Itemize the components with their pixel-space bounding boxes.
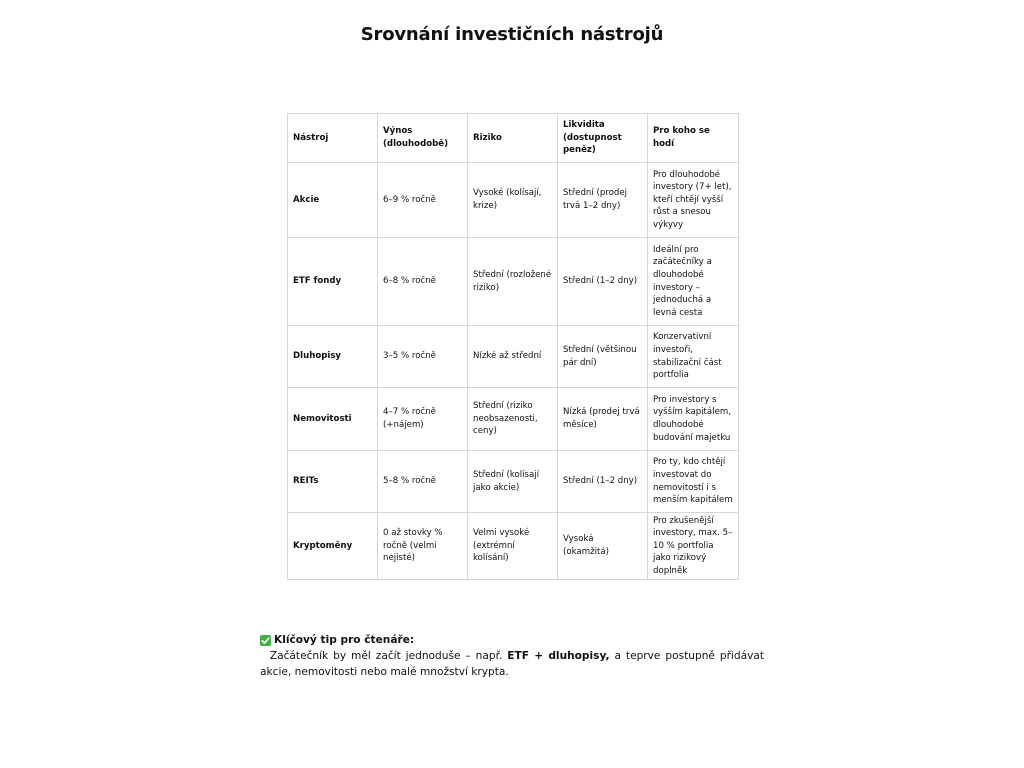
cell-return: 6–9 % ročně: [378, 163, 468, 238]
cell-liquidity: Střední (prodej trvá 1–2 dny): [558, 163, 648, 238]
cell-suitable-for: Pro investory s vyšším kapitálem, dlouhodobé budování majetku: [648, 388, 739, 451]
tip-heading: Klíčový tip pro čtenáře:: [274, 634, 415, 646]
cell-risk: Střední (kolísají jako akcie): [468, 451, 558, 513]
table-row: [288, 388, 739, 451]
column-header-risk: Riziko: [468, 114, 558, 163]
tip-text-start: Začátečník by měl začít jednoduše – např.: [269, 650, 503, 662]
reader-tip: [260, 632, 764, 680]
tip-text-end: a teprve postupně přidávat akcie, nemovitosti nebo malé množství krypta.: [260, 650, 765, 678]
cell-liquidity: Vysoká (okamžitá): [558, 513, 648, 580]
cell-risk: Velmi vysoké (extrémní kolísání): [468, 513, 558, 580]
column-header-return: Výnos (dlouhodobě): [378, 114, 468, 163]
cell-risk: Střední (riziko neobsazenosti, ceny): [468, 388, 558, 451]
cell-instrument: Akcie: [288, 163, 378, 238]
cell-instrument: Dluhopisy: [288, 326, 378, 388]
column-header-liquidity: Likvidita (dostupnost peněz): [558, 114, 648, 163]
table-row: [288, 451, 739, 513]
cell-suitable-for: Ideální pro začátečníky a dlouhodobé investory – jednoduchá a levná cesta: [648, 238, 739, 326]
cell-instrument: Kryptoměny: [288, 513, 378, 580]
cell-return: 4–7 % ročně (+nájem): [378, 388, 468, 451]
column-header-suitable-for: Pro koho se hodí: [648, 114, 739, 163]
check-icon: [260, 635, 271, 646]
tip-text-highlight: ETF + dluhopisy,: [507, 650, 610, 662]
cell-liquidity: Střední (1–2 dny): [558, 451, 648, 513]
cell-return: 0 až stovky % ročně (velmi nejisté): [378, 513, 468, 580]
cell-suitable-for: Pro zkušenější investory, max. 5–10 % portfolia jako rizikový doplněk: [648, 513, 739, 580]
table-row: [288, 513, 739, 580]
cell-liquidity: Střední (1–2 dny): [558, 238, 648, 326]
cell-return: 3–5 % ročně: [378, 326, 468, 388]
cell-return: 5–8 % ročně: [378, 451, 468, 513]
page-title: Srovnání investičních nástrojů: [360, 24, 664, 45]
cell-liquidity: Nízká (prodej trvá měsíce): [558, 388, 648, 451]
cell-risk: Nízké až střední: [468, 326, 558, 388]
table-row: [288, 163, 739, 238]
comparison-table: [287, 113, 739, 580]
tip-text: [260, 648, 764, 680]
cell-liquidity: Střední (většinou pár dní): [558, 326, 648, 388]
cell-return: 6–8 % ročně: [378, 238, 468, 326]
cell-risk: Vysoké (kolísají, krize): [468, 163, 558, 238]
cell-instrument: Nemovitosti: [288, 388, 378, 451]
cell-instrument: REITs: [288, 451, 378, 513]
cell-instrument: ETF fondy: [288, 238, 378, 326]
table-row: [288, 326, 739, 388]
cell-suitable-for: Pro ty, kdo chtějí investovat do nemovitostí i s menším kapitálem: [648, 451, 739, 513]
cell-risk: Střední (rozložené riziko): [468, 238, 558, 326]
cell-suitable-for: Konzervativní investoři, stabilizační část portfolia: [648, 326, 739, 388]
column-header-instrument: Nástroj: [288, 114, 378, 163]
cell-suitable-for: Pro dlouhodobé investory (7+ let), kteří chtějí vyšší růst a snesou výkyvy: [648, 163, 739, 238]
tip-heading-line: [260, 632, 764, 648]
table-row: [288, 238, 739, 326]
table-header-row: [288, 114, 739, 163]
